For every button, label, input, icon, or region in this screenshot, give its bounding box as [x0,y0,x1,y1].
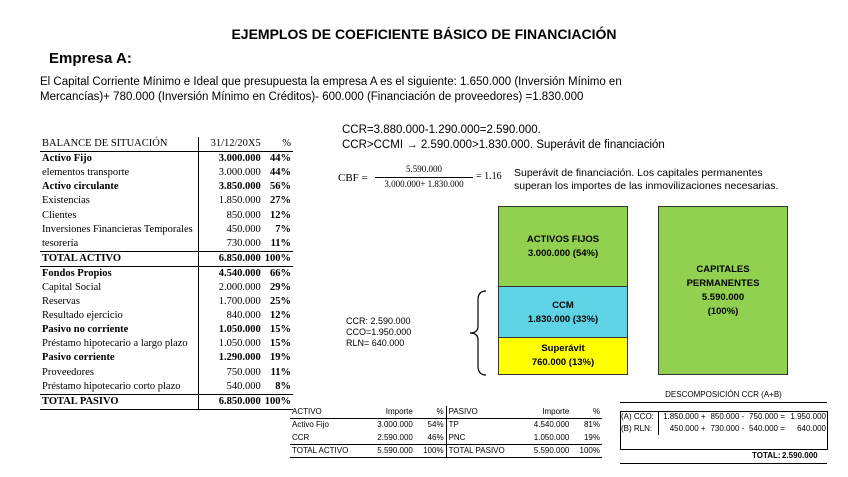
column-header: 31/12/20X5 [198,137,263,152]
row-pct: 19% [270,352,291,364]
table-row [40,166,293,180]
row-label: Existencias [42,195,90,207]
row-label: Activo circulante [42,181,119,193]
row-pct: 44% [270,167,291,179]
row-label: Reservas [42,296,80,308]
table-cell: 81% [583,420,600,430]
row-value: 1.700.000 [198,295,263,309]
table-row [620,411,827,423]
table-cell: 3.000.000 [377,420,413,430]
column-header: ACTIVO [290,406,365,419]
ccm-value: 1.830.000 (33%) [527,313,599,325]
row-label: Préstamo hipotecario a largo plazo [42,338,188,350]
row-pct: 66% [270,267,291,279]
table-cell: 4.540.000 [533,420,570,430]
column-header: BALANCE DE SITUACIÓN [40,137,198,152]
activos-fijos-title: ACTIVOS FIJOS [526,234,600,245]
row-label: Resultado ejercicio [42,310,123,322]
curly-brace-icon [466,290,488,376]
total-pct: 100% [263,251,293,266]
table-row [40,281,293,295]
row-pct: 15% [270,324,291,336]
company-heading: Empresa A: [49,50,132,67]
row-value: 750.000 [198,366,263,380]
row-value: 730.000 [198,237,263,252]
row-value: 1.050.000 [198,337,263,351]
intro-text: El Capital Corriente Mínimo e Ideal que presupuesta la empresa A es el siguiente: 1.650.000 (Inversión Mínimo en Mercancías)+ 780.000 (Inversión Mínimo en Créditos)- 600.000 (Financiación de proveedores) =1.830.000 [40,76,622,103]
column-header: % [415,406,446,419]
row-label: tesorería [42,237,79,249]
table-row [40,337,293,351]
table-cell: Activo Fijo [292,420,329,430]
row-label: Proveedores [42,366,94,378]
table-cell: 750.000 [749,412,778,421]
total-cell: 5.590.000 [365,444,414,457]
decomposition-total-label: TOTAL: [752,451,781,460]
superavit-value: 760.000 (13%) [531,357,595,368]
capitales-pct: (100%) [707,305,739,317]
column-header: Importe [522,406,571,419]
decomposition-title: DESCOMPOSICIÓN CCR (A+B) [665,390,782,399]
table-cell: 2.590.000 [377,432,413,442]
ccm-title: CCM [552,299,574,311]
row-label: Pasivo corriente [42,352,115,364]
row-value: 450.000 [198,223,263,237]
table-row [40,351,293,365]
column-header: % [571,406,602,419]
row-pct: 29% [270,281,291,293]
table-cell: - [741,412,745,421]
row-pct: 44% [270,153,291,165]
column-header: Importe [365,406,414,419]
total-cell: TOTAL PASIVO [446,444,522,457]
table-cell: (A) CCO: [620,411,658,423]
total-cell: TOTAL ACTIVO [290,444,365,457]
row-pct: 27% [270,195,291,207]
ccm-box [498,286,628,339]
table-cell: 1.050.000 [533,432,570,442]
table-cell: 540.000 [749,424,778,433]
note-rln: RLN= 640.000 [346,338,405,348]
page-title: EJEMPLOS DE COEFICIENTE BÁSICO DE FINANCIACIÓN [231,26,617,42]
table-cell: 450.000 [669,424,699,433]
row-value: 840.000 [198,309,263,323]
row-value: 3.000.000 [198,152,263,167]
capitales-value: 5.590.000 [701,291,745,303]
cbf-label: CBF = [338,172,368,184]
total-pct: 100% [263,394,293,409]
cbf-denominator: 3.000.000+ 1.830.000 [384,179,464,189]
table-cell: 1.850.000 [663,412,699,421]
row-pct: 56% [270,181,291,193]
superavit-box [498,337,628,375]
table-cell: 54% [427,420,444,430]
summary-table [290,406,602,458]
table-row [40,266,293,281]
row-value: 3.850.000 [198,180,263,194]
total-row [40,251,293,266]
table-row [40,223,293,237]
table-cell: 19% [583,432,600,442]
row-pct: 15% [270,338,291,350]
total-value: 6.850.000 [198,251,263,266]
table-row [40,380,293,395]
capitales-title: CAPITALES PERMANENTES [686,263,760,289]
row-value: 1.850.000 [198,194,263,208]
table-row [620,423,827,435]
table-cell: (B) RLN: [620,423,658,435]
row-value: 1.050.000 [198,323,263,337]
row-label: Inversiones Financieras Temporales [42,223,193,235]
table-cell: 850.000 [710,412,740,421]
decomposition-table [620,411,827,435]
cbf-numerator: 5.590.000 [406,164,442,174]
total-row [40,394,293,409]
note-ccr: CCR: 2.590.000 [346,316,411,326]
table-row [40,309,293,323]
row-value: 850.000 [198,208,263,222]
table-row [40,323,293,337]
table-row [40,366,293,380]
row-value: 540.000 [198,380,263,395]
row-pct: 7% [275,223,291,235]
balance-sheet-table [40,137,293,410]
total-label: TOTAL ACTIVO [40,251,198,266]
row-pct: 11% [270,237,291,249]
total-cell: 100% [571,444,602,457]
divider [620,463,827,464]
table-cell: - [741,424,745,433]
table-row [40,152,293,167]
table-cell: 46% [427,432,444,442]
table-cell: 1.950.000 [790,412,826,421]
ccr-comparison: CCR>CCMI → 2.590.000>1.830.000. Superávit de financiación [342,139,665,151]
column-header: % [263,137,293,152]
row-pct: 11% [270,366,291,378]
capitales-permanentes-box [658,206,788,375]
row-label: Préstamo hipotecario corto plazo [42,380,181,392]
table-row [290,432,602,445]
notes-block [346,316,411,349]
total-value: 6.850.000 [198,394,263,409]
total-cell: 100% [415,444,446,457]
decomposition-total-value: 2.590.000 [782,451,818,460]
table-row [40,194,293,208]
total-label: TOTAL PASIVO [40,394,198,409]
fraction-line [375,177,473,178]
table-row [40,295,293,309]
table-cell: CCR [292,432,310,442]
superavit-title: Superávit [541,343,585,354]
row-value: 3.000.000 [198,166,263,180]
row-pct: 12% [270,209,291,221]
total-row [290,444,602,457]
table-cell: 640.000 [797,424,826,433]
ccr-text [342,123,665,153]
cbf-description: Superávit de financiación. Los capitales permanentes superan los importes de las inmovilizaciones necesarias. [514,167,779,192]
row-value: 4.540.000 [198,266,263,281]
note-cco: CCO=1.950.000 [346,327,412,337]
table-cell: = [780,424,785,433]
ccr-calculation: CCR=3.880.000-1.290.000=2.590.000. [342,124,541,136]
row-label: Activo Fijo [42,153,92,165]
table-cell: 730.000 [710,424,740,433]
table-row [40,237,293,252]
table-row [290,419,602,432]
row-label: elementos transporte [42,167,130,179]
cbf-result: = 1.16 [476,171,502,182]
divider [620,402,827,403]
column-header: PASIVO [446,406,522,419]
row-label: Pasivo no corriente [42,324,129,336]
table-header-row [40,137,293,152]
row-value: 2.000.000 [198,281,263,295]
table-row [40,180,293,194]
row-pct: 25% [270,296,291,308]
row-value: 1.290.000 [198,351,263,365]
table-cell: = [780,412,785,421]
row-label: Capital Social [42,281,102,293]
row-pct: 12% [270,310,291,322]
row-pct: 8% [275,380,291,392]
row-label: Fondos Propios [42,267,112,279]
table-header-row [290,406,602,419]
table-cell: TP [446,419,522,432]
table-row [40,208,293,222]
table-cell: + [700,424,706,433]
activos-fijos-value: 3.000.000 (54%) [527,248,599,259]
activos-fijos-box [498,206,628,288]
row-label: Clientes [42,209,77,221]
total-cell: 5.590.000 [522,444,571,457]
table-cell: PNC [446,432,522,445]
table-cell: + [700,412,706,421]
